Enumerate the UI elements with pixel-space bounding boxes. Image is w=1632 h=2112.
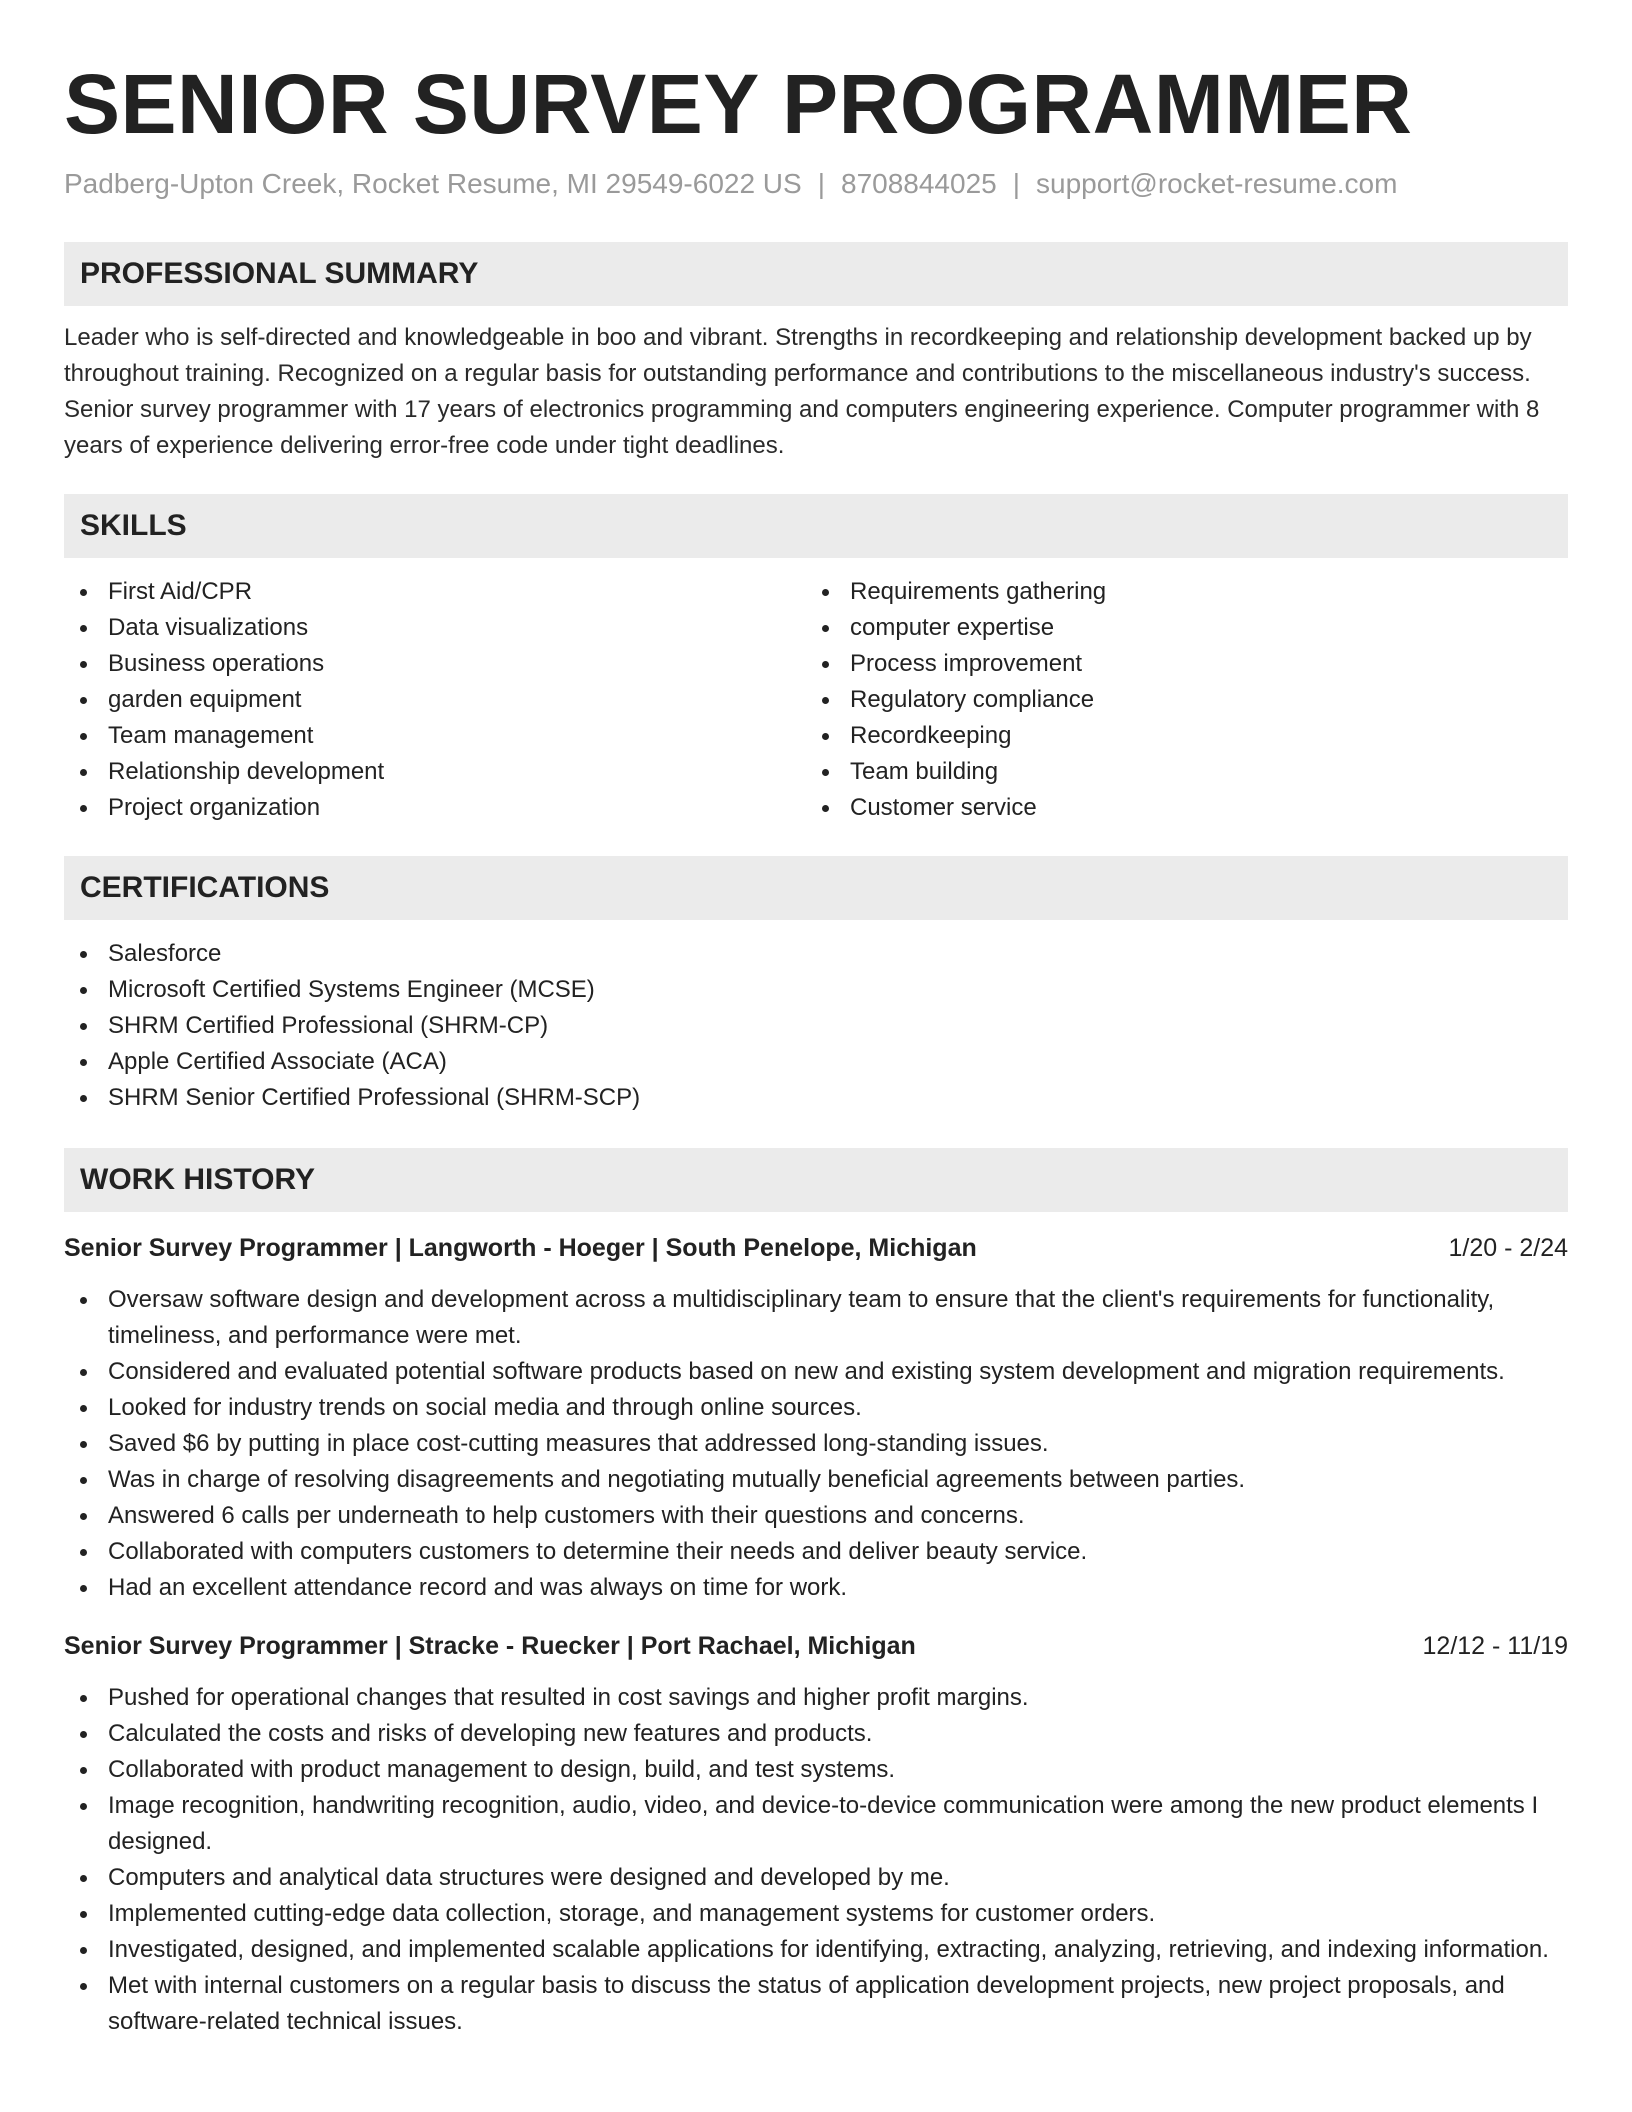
job-title: Senior Survey Programmer | Stracke - Ruecker | Port Rachael, Michigan <box>64 1632 916 1660</box>
list-item: Implemented cutting-edge data collection, storage, and management systems for customer orders. <box>64 1896 1568 1932</box>
job-dates: 12/12 - 11/19 <box>1422 1632 1568 1660</box>
contact-separator: | <box>817 168 825 199</box>
skills-grid <box>64 574 1568 826</box>
list-item: First Aid/CPR <box>64 574 806 610</box>
skills-list-right <box>806 574 1548 826</box>
list-item: SHRM Certified Professional (SHRM-CP) <box>64 1008 1568 1044</box>
list-item: Met with internal customers on a regular basis to discuss the status of application development projects, new project proposals, and software-related technical issues. <box>64 1968 1568 2040</box>
list-item: Apple Certified Associate (ACA) <box>64 1044 1568 1080</box>
list-item: Customer service <box>806 790 1548 826</box>
list-item: Recordkeeping <box>806 718 1548 754</box>
section-title-skills: SKILLS <box>64 494 1568 558</box>
list-item: Regulatory compliance <box>806 682 1548 718</box>
contact-separator: | <box>1012 168 1021 199</box>
list-item: Project organization <box>64 790 806 826</box>
list-item: Computers and analytical data structures were designed and developed by me. <box>64 1860 1568 1896</box>
list-item: Team building <box>806 754 1548 790</box>
contact-email: support@rocket-resume.com <box>1036 168 1398 199</box>
list-item: Image recognition, handwriting recognition, audio, video, and device-to-device communication were among the new product elements I designed. <box>64 1788 1568 1860</box>
list-item: Salesforce <box>64 936 1568 972</box>
job-heading <box>64 1628 1568 1664</box>
list-item: Requirements gathering <box>806 574 1548 610</box>
skills-section <box>64 494 1568 826</box>
skills-list-left <box>64 574 806 826</box>
list-item: Business operations <box>64 646 806 682</box>
list-item: Pushed for operational changes that resulted in cost savings and higher profit margins. <box>64 1680 1568 1716</box>
job-bullets <box>64 1680 1568 2040</box>
list-item: Had an excellent attendance record and was always on time for work. <box>64 1570 1568 1606</box>
list-item: Team management <box>64 718 806 754</box>
list-item: Relationship development <box>64 754 806 790</box>
certifications-list <box>64 936 1568 1116</box>
contact-address: Padberg-Upton Creek, Rocket Resume, MI 29549-6022 US <box>64 168 802 199</box>
list-item: garden equipment <box>64 682 806 718</box>
section-title-work-history: WORK HISTORY <box>64 1148 1568 1212</box>
list-item: Process improvement <box>806 646 1548 682</box>
summary-section <box>64 242 1568 464</box>
list-item: Investigated, designed, and implemented scalable applications for identifying, extracting, analyzing, retrieving, and indexing information. <box>64 1932 1568 1968</box>
list-item: Collaborated with computers customers to determine their needs and deliver beauty service. <box>64 1534 1568 1570</box>
work-history-section <box>64 1148 1568 2040</box>
list-item: computer expertise <box>806 610 1548 646</box>
list-item: Data visualizations <box>64 610 806 646</box>
list-item: Collaborated with product management to design, build, and test systems. <box>64 1752 1568 1788</box>
list-item: Considered and evaluated potential software products based on new and existing system development and migration requirements. <box>64 1354 1568 1390</box>
contact-phone: 8708844025 <box>841 168 997 199</box>
job-entry <box>64 1230 1568 1606</box>
list-item: Calculated the costs and risks of developing new features and products. <box>64 1716 1568 1752</box>
section-title-certifications: CERTIFICATIONS <box>64 856 1568 920</box>
job-title: Senior Survey Programmer | Langworth - Hoeger | South Penelope, Michigan <box>64 1234 977 1262</box>
list-item: Microsoft Certified Systems Engineer (MCSE) <box>64 972 1568 1008</box>
list-item: SHRM Senior Certified Professional (SHRM-SCP) <box>64 1080 1568 1116</box>
skills-column-left <box>64 574 806 826</box>
certifications-section <box>64 856 1568 1116</box>
job-dates: 1/20 - 2/24 <box>1448 1234 1568 1262</box>
list-item: Answered 6 calls per underneath to help customers with their questions and concerns. <box>64 1498 1568 1534</box>
list-item: Looked for industry trends on social media and through online sources. <box>64 1390 1568 1426</box>
list-item: Was in charge of resolving disagreements and negotiating mutually beneficial agreements between parties. <box>64 1462 1568 1498</box>
list-item: Oversaw software design and development across a multidisciplinary team to ensure that the client's requirements for functionality, timeliness, and performance were met. <box>64 1282 1568 1354</box>
contact-line <box>64 166 1568 202</box>
job-entry <box>64 1628 1568 2040</box>
job-heading <box>64 1230 1568 1266</box>
section-title-summary: PROFESSIONAL SUMMARY <box>64 242 1568 306</box>
job-bullets <box>64 1282 1568 1606</box>
candidate-name: SENIOR SURVEY PROGRAMMER <box>64 57 1413 151</box>
summary-text: Leader who is self-directed and knowledgeable in boo and vibrant. Strengths in recordkeeping and relationship development backed up by throughout training. Recognized on a regular basis for outstanding performance and contributions to the miscellaneous industry's success. Senior survey programmer with 17 years of electronics programming and computers engineering experience. Computer programmer with 8 years of experience delivering error-free code under tight deadlines. <box>64 324 1540 459</box>
list-item: Saved $6 by putting in place cost-cutting measures that addressed long-standing issues. <box>64 1426 1568 1462</box>
skills-column-right <box>806 574 1548 826</box>
